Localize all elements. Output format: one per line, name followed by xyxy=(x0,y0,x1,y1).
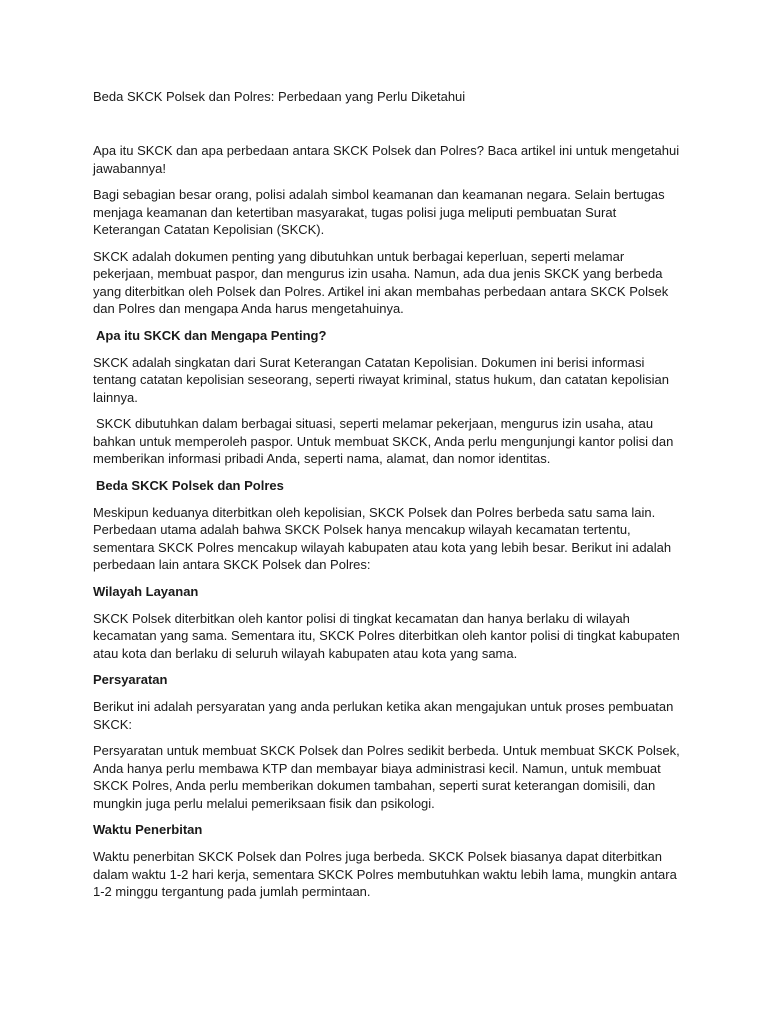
requirements-paragraph-1: Berikut ini adalah persyaratan yang anda perlukan ketika akan mengajukan untuk proses pembuatan SKCK: xyxy=(93,699,674,732)
heading-requirements: Persyaratan xyxy=(93,672,168,687)
intro-paragraph-3: SKCK adalah dokumen penting yang dibutuhkan untuk berbagai keperluan, seperti melamar pekerjaan, membuat paspor, dan mengurus izin usaha. Namun, ada dua jenis SKCK yang berbeda yang diterbitkan oleh Polsek dan Polres. Artikel ini akan membahas perbedaan antara SKCK Polsek dan Polres dan mengapa Anda harus mengetahuinya. xyxy=(93,248,669,316)
intro-paragraph-1: Apa itu SKCK dan apa perbedaan antara SKCK Polsek dan Polres? Baca artikel ini untuk mengetahui jawabannya! xyxy=(93,143,680,176)
heading-polsek-polres-difference: Beda SKCK Polsek dan Polres xyxy=(96,477,284,493)
heading-service-area: Wilayah Layanan xyxy=(93,583,199,599)
service-area-paragraph: SKCK Polsek diterbitkan oleh kantor polisi di tingkat kecamatan dan hanya berlaku di wilayah kecamatan yang sama. Sementara itu, SKCK Polres diterbitkan oleh kantor polisi di tingkat kabupaten atau kota dan berlaku di seluruh wilayah kabupaten atau kota yang sama. xyxy=(93,610,680,661)
issuance-time-paragraph: Waktu penerbitan SKCK Polsek dan Polres juga berbeda. SKCK Polsek biasanya dapat diterbitkan dalam waktu 1-2 hari kerja, sementara SKCK Polres membutuhkan waktu lebih lama, mungkin antara 1-2 minggu tergantung pada jumlah permintaan. xyxy=(93,849,677,899)
heading-what-is-skck: Apa itu SKCK dan Mengapa Penting? xyxy=(96,327,327,343)
heading-issuance-time: Waktu Penerbitan xyxy=(93,822,203,837)
difference-paragraph-1: Meskipun keduanya diterbitkan oleh kepolisian, SKCK Polsek dan Polres berbeda satu sama lain. Perbedaan utama adalah bahwa SKCK Polsek hanya mencakup wilayah kecamatan tertentu, sementara SKCK Polres mencakup wilayah kabupaten atau kota yang lebih besar. Berikut ini adalah perbedaan lain antara SKCK Polsek dan Polres: xyxy=(93,504,672,572)
intro-paragraph-2: Bagi sebagian besar orang, polisi adalah simbol keamanan dan keamanan negara. Selain bertugas menjaga keamanan dan ketertiban masyarakat, tugas polisi juga meliputi pembuatan Surat Keterangan Catatan Kepolisian (SKCK). xyxy=(93,187,665,237)
document-title: Beda SKCK Polsek dan Polres: Perbedaan yang Perlu Diketahui xyxy=(93,89,466,104)
what-paragraph-1: SKCK adalah singkatan dari Surat Keterangan Catatan Kepolisian. Dokumen ini berisi informasi tentang catatan kepolisian seseorang, seperti riwayat kriminal, status hukum, dan catatan kepolisian lainnya. xyxy=(93,354,669,405)
document-body xyxy=(93,142,683,910)
what-paragraph-2: SKCK dibutuhkan dalam berbagai situasi, seperti melamar pekerjaan, mengurus izin usaha, atau bahkan untuk memperoleh paspor. Untuk membuat SKCK, Anda perlu mengunjungi kantor polisi dan memberikan informasi pribadi Anda, seperti nama, alamat, dan nomor identitas. xyxy=(93,416,674,466)
requirements-paragraph-2: Persyaratan untuk membuat SKCK Polsek dan Polres sedikit berbeda. Untuk membuat SKCK Polsek, Anda hanya perlu membawa KTP dan membayar biaya administrasi kecil. Namun, untuk membuat SKCK Polres, Anda perlu memberikan dokumen tambahan, seperti surat keterangan domisili, dan mungkin juga perlu melalui pemeriksaan fisik dan psikologi. xyxy=(93,743,680,811)
